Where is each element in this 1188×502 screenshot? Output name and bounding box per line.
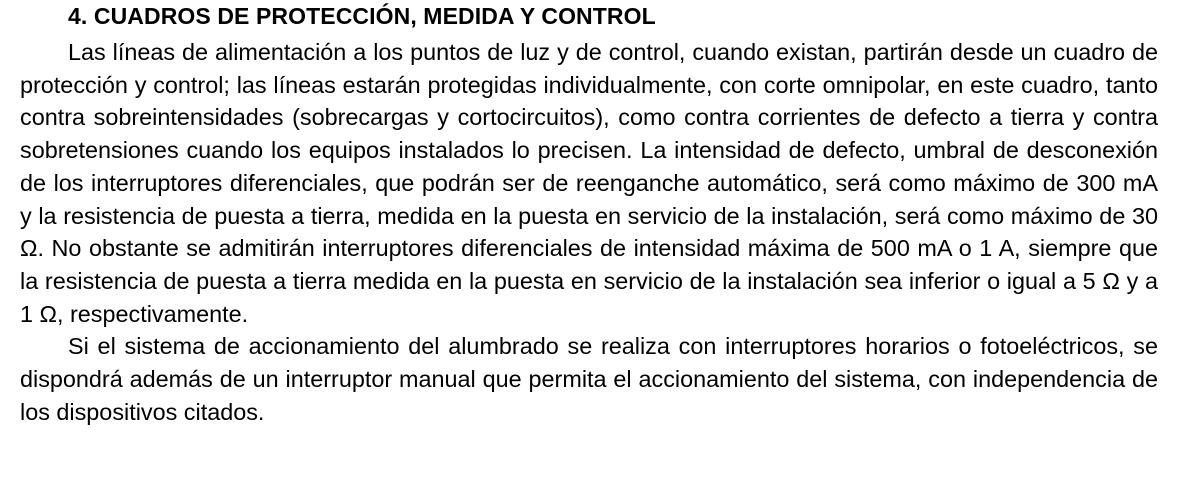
paragraph-1: Las líneas de alimentación a los puntos de luz y de control, cuando existan, partirán desde un cuadro de protección y control; las líneas estarán protegidas individualmente, con corte omnipolar, en este cuadro, tanto contra sobreintensidades (sobrecargas y cortocircuitos), como contra corrientes de defecto a tierra y contra sobretensiones cuando los equipos instalados lo precisen. La intensidad de defecto, umbral de desconexión de los interruptores diferenciales, que podrán ser de reenganche automático, será como máximo de 300 mA y la resistencia de puesta a tierra, medida en la puesta en servicio de la instalación, será como máximo de 30 Ω. No obstante se admitirán interruptores diferenciales de intensidad máxima de 500 mA o 1 A, siempre que la resistencia de puesta a tierra medida en la puesta en servicio de la instalación sea inferior o igual a 5 Ω y a 1 Ω, respectivamente. [20,39,1158,327]
paragraph-2: Si el sistema de accionamiento del alumbrado se realiza con interruptores horarios o fotoeléctricos, se dispondrá además de un interruptor manual que permita el accionamiento del sistema, con independencia de los dispositivos citados. [20,333,1158,425]
section-heading: 4. CUADROS DE PROTECCIÓN, MEDIDA Y CONTROL [68,3,656,29]
document-page [20,0,1158,428]
